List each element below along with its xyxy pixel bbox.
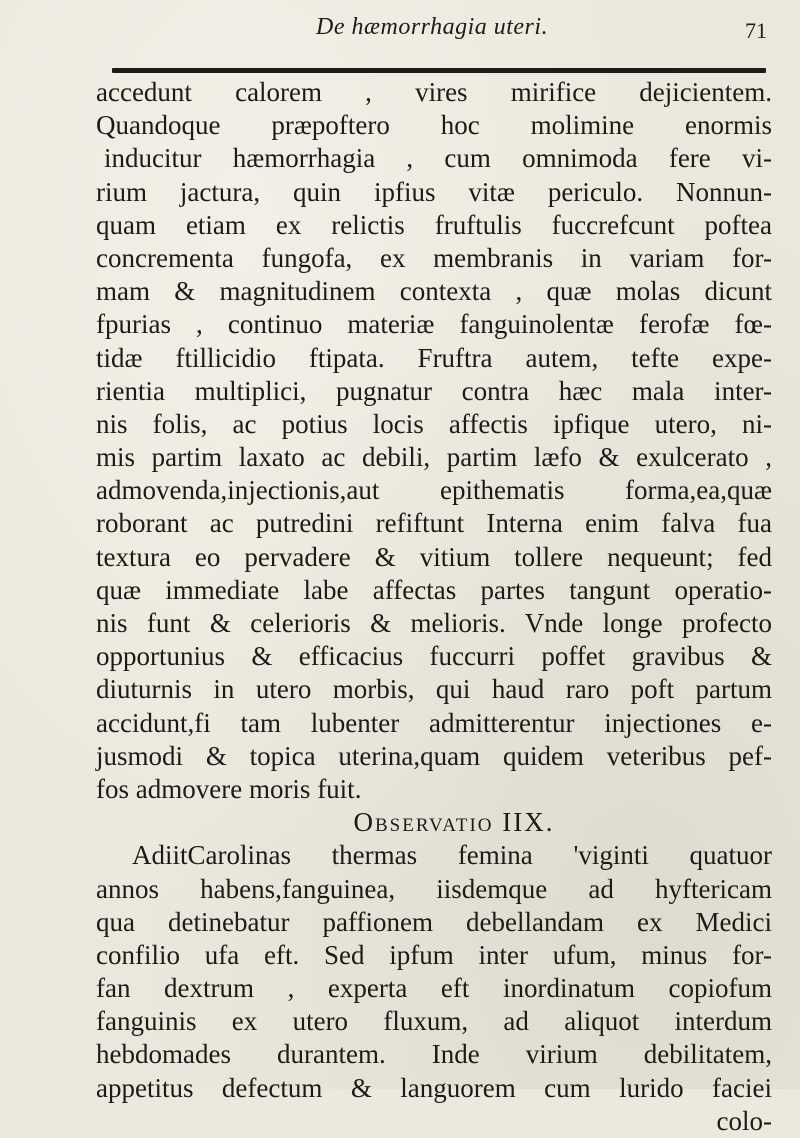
text-line: confilio ufa eft. Sed ipfum inter ufum, minus for- bbox=[96, 939, 772, 970]
text-line: mis partim laxato ac debili, partim læfo & exulcerato , bbox=[96, 442, 772, 473]
page-number: 71 bbox=[745, 18, 767, 43]
text-line: opportunius & efficacius fuccurri poffet gravibus & bbox=[96, 641, 772, 672]
text-line: rium jactura, quin ipfius vitæ periculo. Nonnun- bbox=[96, 176, 772, 207]
header-rule bbox=[112, 68, 766, 73]
text-line: mam & magnitudinem contexta , quæ molas dicunt bbox=[96, 276, 772, 307]
text-line: Quandoque præpoftero hoc molimine enormis bbox=[96, 110, 772, 141]
text-line: qua detinebatur paffionem debellandam ex Medici bbox=[96, 906, 772, 937]
text-line: nis folis, ac potius locis affectis ipfique utero, ni- bbox=[96, 408, 772, 439]
text-line: accedunt calorem , vires mirifice dejicientem. bbox=[96, 77, 772, 107]
catchword: colo- bbox=[716, 1105, 772, 1136]
observation-heading: Observatio IIX. bbox=[353, 807, 555, 838]
text-line: annos habens,fanguinea, iisdemque ad hyftericam bbox=[96, 873, 772, 904]
text-line: rientia multiplici, pugnatur contra hæc mala inter- bbox=[96, 375, 772, 406]
text-line: fpurias , continuo materiæ fanguinolentæ ferofæ fœ- bbox=[96, 309, 772, 340]
main-text bbox=[96, 76, 772, 1138]
text-line: admovenda,injectionis,aut epithematis forma,ea,quæ bbox=[96, 475, 772, 506]
text-line: textura eo pervadere & vitium tollere nequeunt; fed bbox=[96, 541, 772, 572]
text-line: concrementa fungofa, ex membranis in variam for- bbox=[96, 242, 772, 273]
text-line: fanguinis ex utero fluxum, ad aliquot interdum bbox=[96, 1006, 772, 1037]
text-line: quæ immediate labe affectas partes tangunt operatio- bbox=[96, 574, 772, 605]
text-line: appetitus defectum & languorem cum lurido faciei bbox=[96, 1072, 772, 1103]
text-line: roborant ac putredini refiftunt Interna enim falva fua bbox=[96, 508, 772, 539]
text-line: diuturnis in utero morbis, qui haud raro poft partum bbox=[96, 674, 772, 705]
text-line: tidæ ftillicidio ftipata. Fruftra autem, tefte expe- bbox=[96, 342, 772, 373]
running-title: De hæmorrhagia uteri. bbox=[316, 14, 549, 40]
text-line: hebdomades durantem. Inde virium debilitatem, bbox=[96, 1039, 772, 1070]
text-line: quam etiam ex relictis fruftulis fuccrefcunt poftea bbox=[96, 209, 772, 240]
text-line: accidunt,fi tam lubenter admitterentur injectiones e- bbox=[96, 707, 772, 738]
text-line: fan dextrum , experta eft inordinatum copiofum bbox=[96, 973, 772, 1004]
text-line: jusmodi & topica uterina,quam quidem veteribus pef- bbox=[96, 740, 772, 771]
text-line: inducitur hæmorrhagia , cum omnimoda fere vi- bbox=[104, 143, 772, 174]
text-line: fos admovere moris fuit. bbox=[96, 773, 362, 804]
text-line: AdiitCarolinas thermas femina 'viginti quatuor bbox=[132, 840, 772, 871]
running-head bbox=[0, 6, 800, 62]
text-line: nis funt & celerioris & melioris. Vnde longe profecto bbox=[96, 608, 772, 638]
